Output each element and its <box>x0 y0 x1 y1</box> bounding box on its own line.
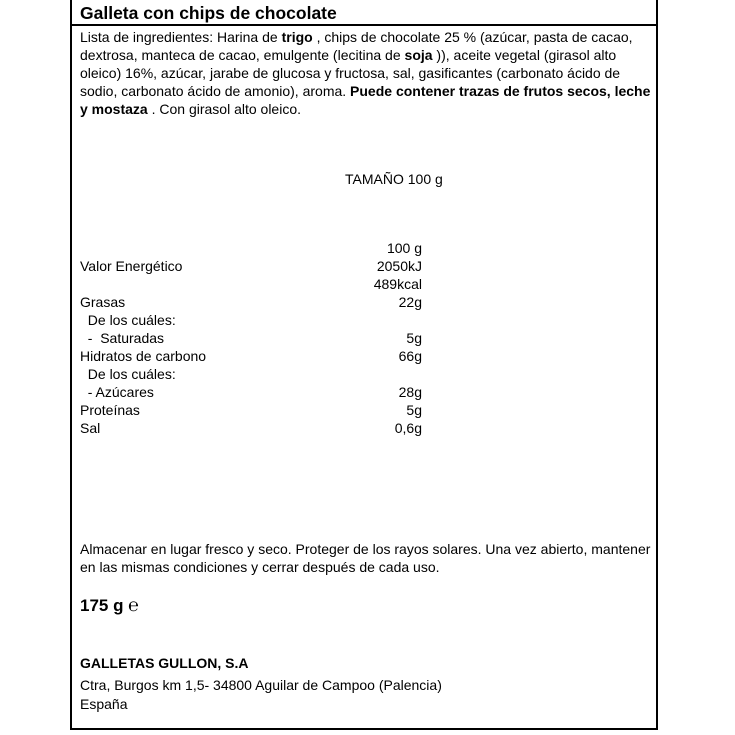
ingredients-suffix: . Con girasol alto oleico. <box>147 101 302 117</box>
nutrition-row-value: 0,6g <box>394 420 422 436</box>
allergen-soja: soja <box>404 47 433 63</box>
ingredients-part2: , chips de chocolate 25 % (azúcar, pasta de cacao, dextrosa, manteca de cacao, emulgente (lecitina de <box>80 29 633 63</box>
serving-size: TAMAÑO 100 g <box>345 171 443 187</box>
nutrition-row-label: - Azúcares <box>80 384 154 400</box>
company-country: España <box>80 696 128 712</box>
storage-instructions: Almacenar en lugar fresco y seco. Proteger de los rayos solares. Una vez abierto, mantener en las mismas condiciones y cerrar después de cada uso. <box>80 541 651 575</box>
nutrition-row-label: Valor Energético <box>80 258 183 274</box>
allergen-warning: Puede contener trazas de frutos secos, leche y mostaza <box>80 83 651 117</box>
ingredients-prefix: Lista de ingredientes: Harina de <box>80 29 282 45</box>
company-name: GALLETAS GULLON, S.A <box>80 655 249 671</box>
nutrition-row-label: De los cuáles: <box>80 312 176 328</box>
ingredients-text <box>80 28 652 118</box>
allergen-trigo: trigo <box>281 29 313 45</box>
company-address: Ctra, Burgos km 1,5- 34800 Aguilar de Campoo (Palencia) <box>80 677 442 693</box>
estimated-sign-icon: ℮ <box>128 595 139 615</box>
nutrition-per-header: 100 g <box>386 240 422 256</box>
nutrition-row-label: - Saturadas <box>80 330 165 346</box>
nutrition-row-label: Proteínas <box>80 402 140 418</box>
nutrition-row-value: 66g <box>398 348 422 364</box>
nutrition-row-value: 489kcal <box>373 276 422 292</box>
nutrition-row-label: Grasas <box>80 294 126 310</box>
nutrition-row-value: 22g <box>398 294 422 310</box>
nutrition-row-label: De los cuáles: <box>80 366 176 382</box>
ingredients-part3: )), aceite vegetal (girasol alto oleico) 16%, azúcar, jarabe de glucosa y fructosa, sal, gasificantes (carbonato ácido de sodio, carbonato ácido de amonio), aroma. <box>80 47 621 99</box>
product-title: Galleta con chips de chocolate <box>80 3 337 23</box>
nutrition-row-value: 5g <box>406 330 422 346</box>
nutrition-row-label: Sal <box>80 420 101 436</box>
nutrition-row-label: Hidratos de carbono <box>80 348 207 364</box>
nutrition-row-value: 2050kJ <box>376 258 422 274</box>
nutrition-row-value: 28g <box>398 384 422 400</box>
net-weight: 175 g <box>80 596 124 615</box>
title-divider <box>70 24 658 26</box>
nutrition-row-value: 5g <box>406 402 422 418</box>
